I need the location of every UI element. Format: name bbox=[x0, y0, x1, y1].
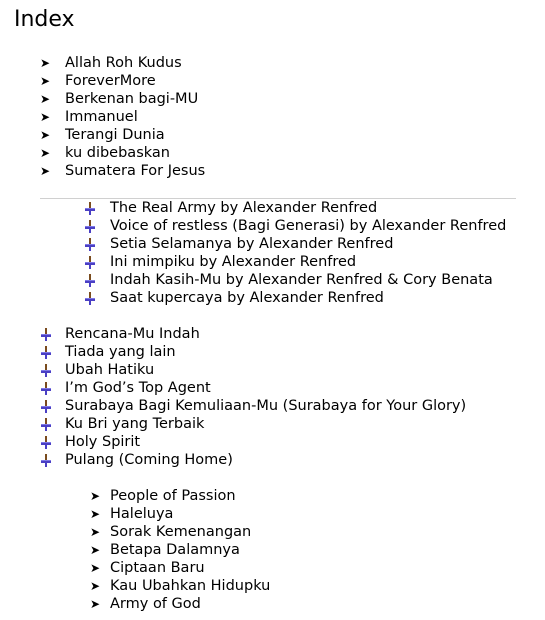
song-title: Saat kupercaya by Alexander Renfred bbox=[110, 290, 384, 306]
pushpin-bullet-icon bbox=[40, 328, 52, 341]
song-item bbox=[40, 108, 205, 126]
song-item bbox=[90, 487, 270, 505]
song-title: Holy Spirit bbox=[65, 434, 141, 450]
pushpin-bullet-icon bbox=[40, 346, 52, 359]
song-title: The Real Army by Alexander Renfred bbox=[110, 200, 378, 216]
song-item bbox=[84, 253, 506, 271]
song-title: Kau Ubahkan Hidupku bbox=[110, 578, 271, 594]
pushpin-bullet-icon bbox=[84, 202, 96, 215]
song-item bbox=[40, 144, 205, 162]
song-item bbox=[40, 415, 466, 433]
song-title: Surabaya Bagi Kemuliaan-Mu (Surabaya for Your Glory) bbox=[65, 398, 467, 414]
song-list-3 bbox=[40, 325, 466, 469]
song-title: Terangi Dunia bbox=[65, 127, 165, 143]
song-list-1 bbox=[40, 54, 205, 180]
song-title: ForeverMore bbox=[65, 73, 156, 89]
arrow-bullet-icon: ➤ bbox=[90, 507, 101, 521]
page-title: Index bbox=[14, 7, 75, 32]
song-item bbox=[90, 559, 270, 577]
song-item bbox=[40, 343, 466, 361]
song-title: Ku Bri yang Terbaik bbox=[65, 416, 205, 432]
arrow-bullet-icon: ➤ bbox=[90, 597, 101, 611]
song-item bbox=[90, 595, 270, 613]
song-title: Setia Selamanya by Alexander Renfred bbox=[110, 236, 394, 252]
pushpin-bullet-icon bbox=[84, 220, 96, 233]
song-item bbox=[90, 505, 270, 523]
pushpin-bullet-icon bbox=[84, 274, 96, 287]
arrow-bullet-icon: ➤ bbox=[40, 146, 51, 160]
arrow-bullet-icon: ➤ bbox=[90, 489, 101, 503]
song-title: I’m God’s Top Agent bbox=[65, 380, 211, 396]
song-title: Ini mimpiku by Alexander Renfred bbox=[110, 254, 357, 270]
pushpin-bullet-icon bbox=[40, 400, 52, 413]
pushpin-bullet-icon bbox=[40, 436, 52, 449]
arrow-bullet-icon: ➤ bbox=[40, 164, 51, 178]
song-item bbox=[90, 523, 270, 541]
song-item bbox=[84, 199, 506, 217]
song-title: ku dibebaskan bbox=[65, 145, 170, 161]
pushpin-bullet-icon bbox=[40, 454, 52, 467]
song-title: Sorak Kemenangan bbox=[110, 524, 252, 540]
song-item bbox=[90, 541, 270, 559]
song-title: Ciptaan Baru bbox=[110, 560, 205, 576]
song-item bbox=[40, 162, 205, 180]
arrow-bullet-icon: ➤ bbox=[90, 543, 101, 557]
song-item bbox=[40, 451, 466, 469]
song-title: Pulang (Coming Home) bbox=[65, 452, 233, 468]
song-item bbox=[84, 271, 506, 289]
song-title: Betapa Dalamnya bbox=[110, 542, 240, 558]
song-item bbox=[40, 397, 466, 415]
song-item bbox=[40, 325, 466, 343]
arrow-bullet-icon: ➤ bbox=[40, 128, 51, 142]
pushpin-bullet-icon bbox=[84, 256, 96, 269]
song-item bbox=[40, 126, 205, 144]
pushpin-bullet-icon bbox=[84, 238, 96, 251]
pushpin-bullet-icon bbox=[40, 364, 52, 377]
song-item bbox=[90, 577, 270, 595]
song-item bbox=[40, 433, 466, 451]
song-item bbox=[40, 90, 205, 108]
arrow-bullet-icon: ➤ bbox=[40, 56, 51, 70]
song-title: Sumatera For Jesus bbox=[65, 163, 206, 179]
song-item bbox=[84, 289, 506, 307]
song-item bbox=[40, 361, 466, 379]
song-item bbox=[84, 217, 506, 235]
song-item bbox=[40, 54, 205, 72]
arrow-bullet-icon: ➤ bbox=[90, 525, 101, 539]
song-title: Allah Roh Kudus bbox=[65, 55, 182, 71]
song-title: Rencana-Mu Indah bbox=[65, 326, 200, 342]
pushpin-bullet-icon bbox=[40, 418, 52, 431]
arrow-bullet-icon: ➤ bbox=[40, 74, 51, 88]
arrow-bullet-icon: ➤ bbox=[90, 579, 101, 593]
arrow-bullet-icon: ➤ bbox=[40, 92, 51, 106]
song-list-4 bbox=[90, 487, 270, 613]
song-title: Tiada yang lain bbox=[65, 344, 176, 360]
song-title: Army of God bbox=[110, 596, 201, 612]
song-title: Haleluya bbox=[110, 506, 174, 522]
pushpin-bullet-icon bbox=[84, 292, 96, 305]
song-item bbox=[40, 379, 466, 397]
song-title: Indah Kasih-Mu by Alexander Renfred & Cory Benata bbox=[110, 272, 493, 288]
song-item bbox=[40, 72, 205, 90]
arrow-bullet-icon: ➤ bbox=[40, 110, 51, 124]
song-title: Ubah Hatiku bbox=[65, 362, 155, 378]
song-title: Voice of restless (Bagi Generasi) by Alexander Renfred bbox=[110, 218, 507, 234]
song-title: People of Passion bbox=[110, 488, 236, 504]
song-list-2 bbox=[84, 199, 506, 307]
song-item bbox=[84, 235, 506, 253]
song-title: Immanuel bbox=[65, 109, 138, 125]
pushpin-bullet-icon bbox=[40, 382, 52, 395]
arrow-bullet-icon: ➤ bbox=[90, 561, 101, 575]
song-title: Berkenan bagi-MU bbox=[65, 91, 199, 107]
